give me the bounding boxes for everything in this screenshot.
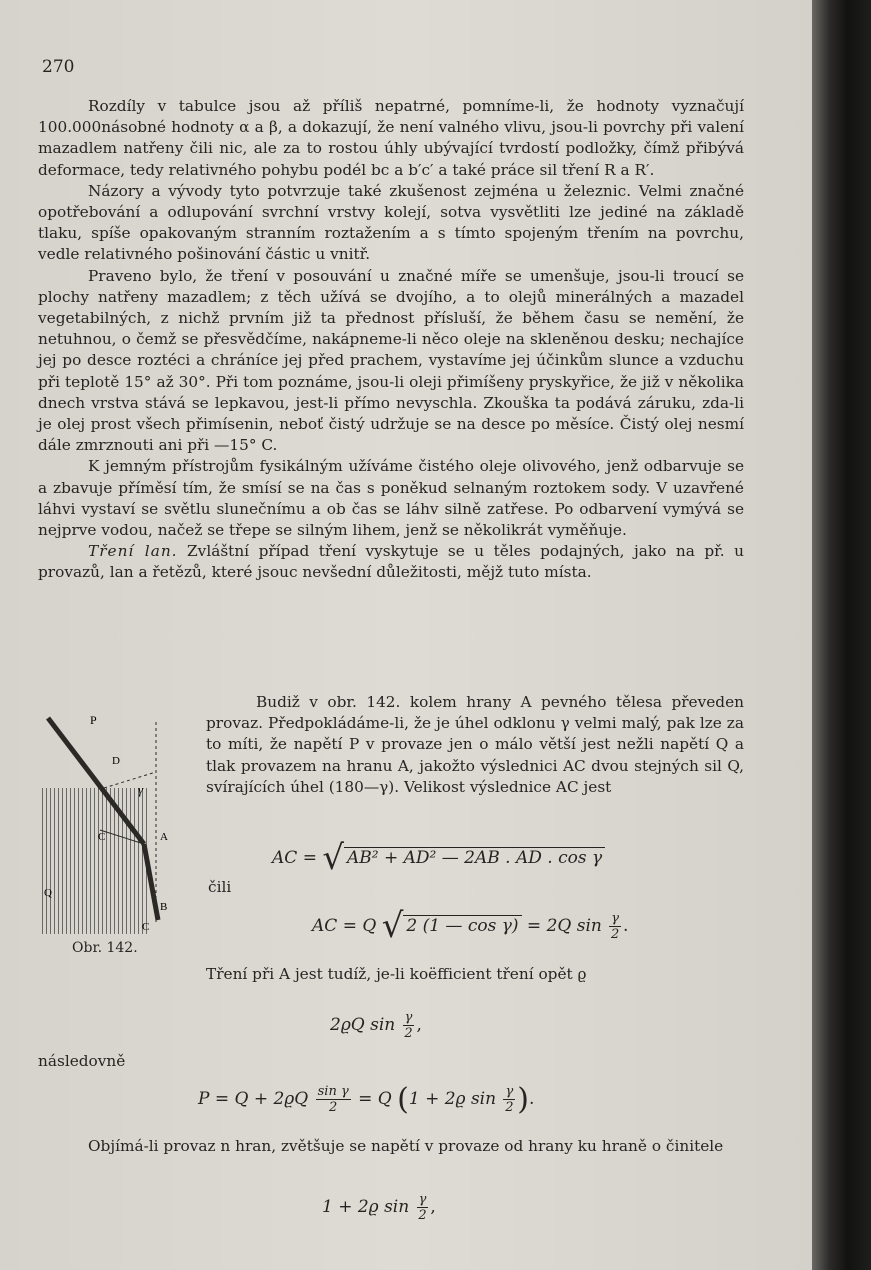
solid-body	[42, 788, 150, 934]
frac-den: 2	[418, 1208, 427, 1223]
figure-caption: Obr. 142.	[72, 940, 138, 956]
figure-142	[34, 712, 184, 942]
text-block-friction	[206, 964, 744, 985]
frac-num: sin γ	[317, 1084, 349, 1099]
angle-arc	[104, 772, 156, 788]
label-c-upper: C	[98, 831, 106, 843]
formula-2-lhs: AC = Q	[312, 916, 377, 936]
label-cili: čili	[208, 878, 232, 896]
formula-1-radicand: AB² + AD² — 2AB . AD . cos γ	[344, 847, 605, 868]
formula-4-inner: 1 + 2ϱ sin	[408, 1089, 497, 1109]
fraction-sin-gamma-over-2	[316, 1084, 351, 1115]
paragraph-3: Praveno bylo, že tření v posouvání u značné míře se umenšuje, jsou-li troucí se plochy natřeny mazadlem; z těch užívá se dvojího, a to olejů minerálných a mazadel vegetabilných, z nichž prvním již ta přednost přísluší, že během času se nemění, že netuhnou, o čemž se přesvědčíme, nakápneme-li něco oleje na skleněnou desku; nechajíce jej po desce roztéci a chráníce jej před prachem, vystavíme jej účinkům slunce a vzduchu při teplotě 15° až 30°. Při tom poznáme, jsou-li oleji přimíšeny pryskyřice, že již v několika dnech vrstva stává se lepkavou, jest-li přímo nevyschla. Zkouška ta podává záruku, zda-li je olej prost všech přimísenin, neboť čistý udržuje se na desce po měsíce. Čistý olej nesmí dále zmrznouti ani při —15° C.	[38, 266, 744, 455]
text-block-figure	[206, 692, 744, 798]
formula-3-post: ,	[416, 1015, 422, 1035]
formula-4-lhs: P = Q + 2ϱQ	[198, 1089, 309, 1109]
frac-num: γ	[404, 1010, 413, 1025]
paragraph-5	[38, 541, 744, 583]
frac-num: γ	[418, 1192, 427, 1207]
formula-5-post: ,	[430, 1197, 436, 1217]
label-q: Q	[44, 887, 52, 899]
rope-edge-diagram	[34, 712, 184, 942]
fraction-gamma-over-2	[417, 1192, 429, 1223]
formula-4-post: .	[528, 1089, 535, 1109]
formula-3	[330, 1010, 422, 1041]
paragraph-1: Rozdíly v tabulce jsou až příliš nepatrné, pomníme-li, že hodnoty vyznačují 100.000násobné hodnoty α a β, a dokazují, že není valného vlivu, jsou-li povrchy při valení mazadlem natřeny čili nic, ale za to rostou úhly ubývající tvrdostí podložky, čímž přibývá deformace, tedy relativného pohybu podél bc a b′c′ a také práce sil tření R a R′.	[38, 97, 744, 179]
frac-num: γ	[505, 1084, 514, 1099]
frac-den: 2	[611, 927, 620, 942]
formula-5-pre: 1 + 2ϱ sin	[322, 1197, 410, 1217]
radical-sign: √	[322, 838, 345, 878]
page-number: 270	[42, 57, 75, 77]
open-paren: (	[397, 1082, 409, 1117]
close-paren: )	[517, 1082, 529, 1117]
section-heading: Tření lan.	[88, 542, 178, 561]
fraction-gamma-over-2	[503, 1084, 515, 1115]
radical-sign: √	[381, 906, 404, 946]
formula-4-mid: = Q	[358, 1089, 392, 1109]
formula-3-pre: 2ϱQ sin	[330, 1015, 396, 1035]
frac-den: 2	[505, 1100, 514, 1115]
paragraph-7: Tření při A jest tudíž, je-li koëfficient tření opět ϱ	[206, 965, 587, 983]
text-block-top	[38, 96, 744, 584]
paragraph-2: Názory a vývody tyto potvrzuje také zkušenost zejména u železnic. Velmi značné opotřebování a odlupování svrchní vrstvy kolejí, sotva vysvětliti lze jediné na základě tlaku, spíše opakovaným stranním roztažením a s tímto spojeným třením na povrchu, vedle relativného pošinování částic u vnitř.	[38, 181, 744, 264]
frac-num: γ	[611, 911, 620, 926]
label-p: P	[90, 713, 97, 727]
label-gamma: γ	[138, 782, 144, 797]
label-nasledovne: následovně	[38, 1052, 126, 1070]
formula-2: AC = Q √ 2 (1 — cos γ) = 2Q sin $\frac{\gamma}{2}$ .	[312, 906, 629, 946]
formula-2-radicand: 2 (1 — cos γ)	[403, 915, 521, 936]
frac-den: 2	[329, 1100, 338, 1115]
formula-1	[272, 838, 605, 878]
formula-2-mid: = 2Q sin	[526, 916, 602, 936]
frac-den: 2	[404, 1026, 413, 1041]
fraction-gamma-over-2	[403, 1010, 415, 1041]
formula-5	[322, 1192, 436, 1223]
formula-1-lhs: AC =	[272, 848, 317, 868]
label-d: D	[112, 755, 120, 767]
label-b: B	[160, 901, 168, 913]
formula-4	[198, 1082, 534, 1117]
fraction-gamma-over-2	[609, 911, 621, 942]
paragraph-8: Objímá-li provaz n hran, zvětšuje se napětí v provaze od hrany ku hraně o činitele	[88, 1137, 724, 1155]
paragraph-6: Budiž v obr. 142. kolem hrany A pevného tělesa převeden provaz. Předpokládáme-li, že je úhel odklonu γ velmi malý, pak lze za to míti, že napětí P v provaze jen o málo větší jest nežli napětí Q a tlak provazem na hranu A, jakožto výslednici AC dvou stejných sil Q, svírajících úhel (180—γ). Velikost výslednice AC jest	[206, 693, 744, 796]
label-c-lower: C	[142, 921, 150, 933]
text-block-bottom	[38, 1136, 744, 1157]
label-a: A	[160, 831, 168, 843]
book-gutter	[812, 0, 871, 1270]
paragraph-4: K jemným přístrojům fysikálným užíváme čistého oleje olivového, jenž odbarvuje se a zbavuje příměsí tím, že smísí se na čas s poněkud selnaným roztokem sody. V uzavřené láhvi vystaví se světlu slunečnímu a ob čas se láhv silně zatřese. Po odbarvení vymývá se nejprve vodou, načež se třepe se silným lihem, jenž se několikrát vyměňuje.	[38, 457, 744, 540]
paragraph-5-text: Zvláštní případ tření vyskytuje se u těles podajných, jako na př. u provazů, lan a řetězů, které jsouc nevšední důležitosti, mějž tuto místa.	[38, 542, 744, 582]
